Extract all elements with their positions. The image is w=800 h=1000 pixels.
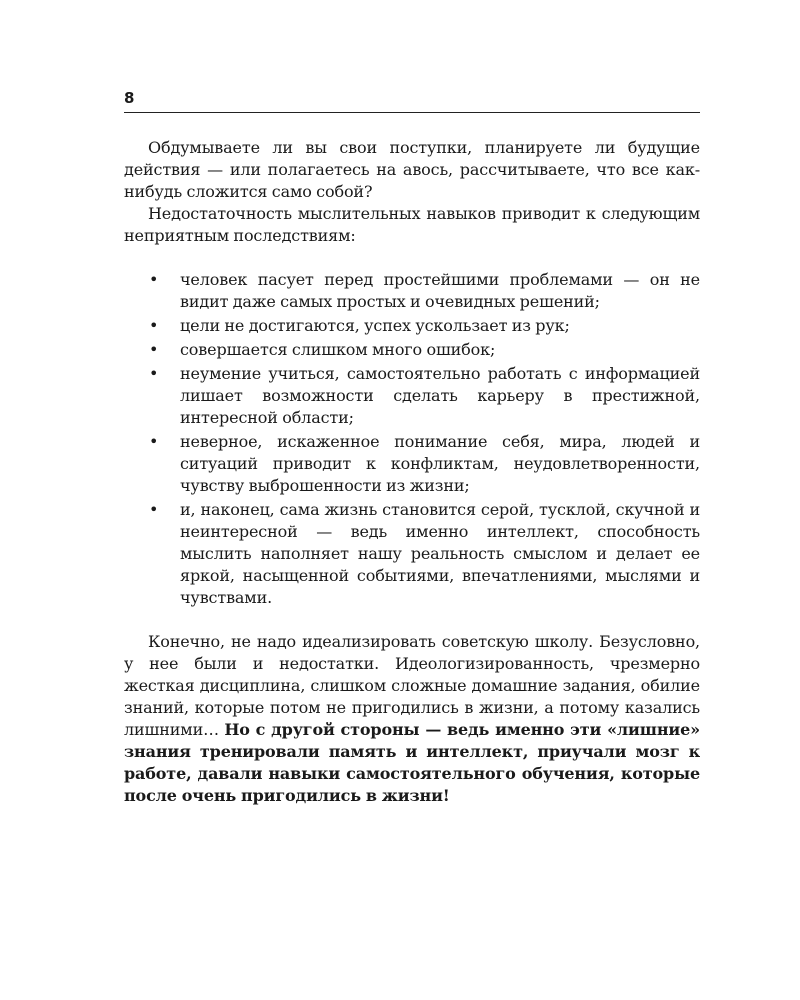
list-item: [149, 339, 700, 361]
paragraph-soviet-school-regular: Конечно, не надо идеализировать советскую школу. Безусловно, у нее были и недостатки. Идеологизированность, чрезмерно жесткая дисциплина, слишком сложные домашние задания, обилие знаний, которые потом не пригодились в жизни, а потому казались лишними…: [124, 632, 700, 739]
bullet-icon: •: [149, 316, 159, 335]
page-number: 8: [124, 89, 135, 107]
list-item: [149, 315, 700, 337]
bullet-icon: •: [149, 340, 159, 359]
bullet-icon: •: [149, 432, 159, 451]
list-item: [149, 431, 700, 497]
paragraph-soviet-school: [124, 631, 700, 807]
paragraph-soviet-school-emphasis: Но с другой стороны — ведь именно эти «лишние» знания тренировали память и интеллект, приучали мозг к работе, давали навыки самостоятельного обучения, которые после очень пригодились в жизни!: [124, 720, 700, 805]
page-body: [124, 137, 700, 807]
list-item-text: и, наконец, сама жизнь становится серой, тусклой, скучной и неинтересной — ведь именно интеллект, способность мыслить наполняет нашу реальность смыслом и делает ее яркой, насыщенной событиями, впечатлениями, мыслями и чувствами.: [180, 500, 700, 607]
list-item-text: цели не достигаются, успех ускользает из рук;: [180, 316, 570, 335]
list-item-text: совершается слишком много ошибок;: [180, 340, 496, 359]
list-item-text: человек пасует перед простейшими проблемами — он не видит даже самых простых и очевидных решений;: [180, 270, 700, 311]
list-item-text: неумение учиться, самостоятельно работать с информацией лишает возможности сделать карьеру в престижной, интересной области;: [180, 364, 700, 427]
list-item-text: неверное, искаженное понимание себя, мира, людей и ситуаций приводит к конфликтам, неудовлетворенности, чувству выброшенности из жизни;: [180, 432, 700, 495]
book-page: [124, 88, 700, 807]
list-item: [149, 269, 700, 313]
consequences-list: [124, 269, 700, 609]
paragraph-consequences-lead: Недостаточность мыслительных навыков приводит к следующим неприятным последствиям:: [124, 204, 700, 245]
bullet-icon: •: [149, 500, 159, 519]
list-item: [149, 499, 700, 609]
bullet-icon: •: [149, 270, 159, 289]
list-item: [149, 363, 700, 429]
page-header: [124, 88, 700, 113]
paragraph-intro: Обдумываете ли вы свои поступки, планируете ли будущие действия — или полагаетесь на авось, рассчитываете, что все как-нибудь сложится само собой?: [124, 138, 700, 201]
bullet-icon: •: [149, 364, 159, 383]
